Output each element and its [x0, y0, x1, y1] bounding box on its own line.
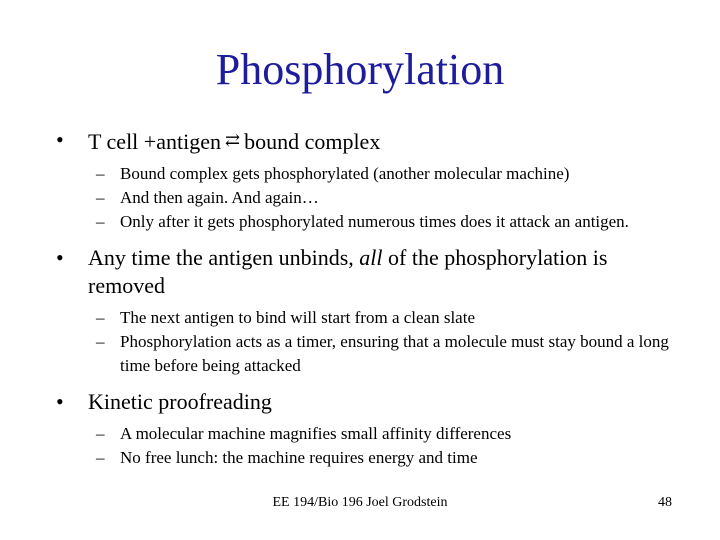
sub-bullet	[56, 446, 676, 470]
bullet-2-emphasis: all	[359, 245, 383, 270]
bullet-group-2	[56, 244, 676, 378]
slide-title: Phosphorylation	[215, 45, 505, 94]
bullet-2-text-before: Any time the antigen unbinds,	[88, 245, 354, 270]
sub-bullet-text: Phosphorylation acts as a timer, ensuring that a molecule must stay bound a long time before being attacked	[120, 332, 669, 375]
bullet-group-1	[56, 126, 676, 234]
sub-bullet-text: Only after it gets phosphorylated numerous times does it attack an antigen.	[120, 212, 629, 231]
sub-bullet	[56, 306, 676, 330]
sub-bullet	[56, 162, 676, 186]
sub-bullet	[56, 330, 676, 378]
slide-footer: EE 194/Bio 196 Joel Grodstein	[272, 495, 448, 510]
dash-marker: –	[96, 212, 105, 231]
sub-bullet-text: And then again. And again…	[120, 188, 319, 207]
bullet-1-subs	[56, 162, 676, 234]
sub-bullet-text: The next antigen to bind will start from a clean slate	[120, 308, 475, 327]
dash-marker: –	[96, 164, 105, 183]
bullet-group-3	[56, 388, 676, 470]
bullet-3	[56, 388, 676, 416]
sub-bullet-text: Bound complex gets phosphorylated (another molecular machine)	[120, 164, 570, 183]
dash-marker: –	[96, 308, 105, 327]
bullet-1	[56, 126, 676, 156]
bullet-3-text: Kinetic proofreading	[88, 389, 272, 414]
sub-bullet-text: No free lunch: the machine requires energy and time	[120, 448, 478, 467]
sub-bullet-text: A molecular machine magnifies small affinity differences	[120, 424, 512, 443]
page-number: 48	[658, 495, 672, 510]
bullet-2	[56, 244, 676, 300]
bullet-1-text-after: bound complex	[244, 129, 381, 154]
sub-bullet	[56, 422, 676, 446]
dash-marker: –	[96, 332, 105, 351]
dash-marker: –	[96, 448, 105, 467]
bullet-1-text-before: T cell +antigen	[88, 129, 221, 154]
dash-marker: –	[96, 424, 105, 443]
bullet-2-subs	[56, 306, 676, 378]
slide-content	[56, 126, 676, 480]
dash-marker: –	[96, 188, 105, 207]
bullet-marker: •	[56, 389, 64, 414]
sub-bullet	[56, 210, 676, 234]
bullet-2-text-after: of the phosphorylation is removed	[88, 245, 608, 298]
bullet-marker: •	[56, 127, 64, 152]
equilibrium-arrow-icon: ⇄	[224, 130, 241, 150]
sub-bullet	[56, 186, 676, 210]
bullet-marker: •	[56, 245, 64, 270]
bullet-3-subs	[56, 422, 676, 470]
